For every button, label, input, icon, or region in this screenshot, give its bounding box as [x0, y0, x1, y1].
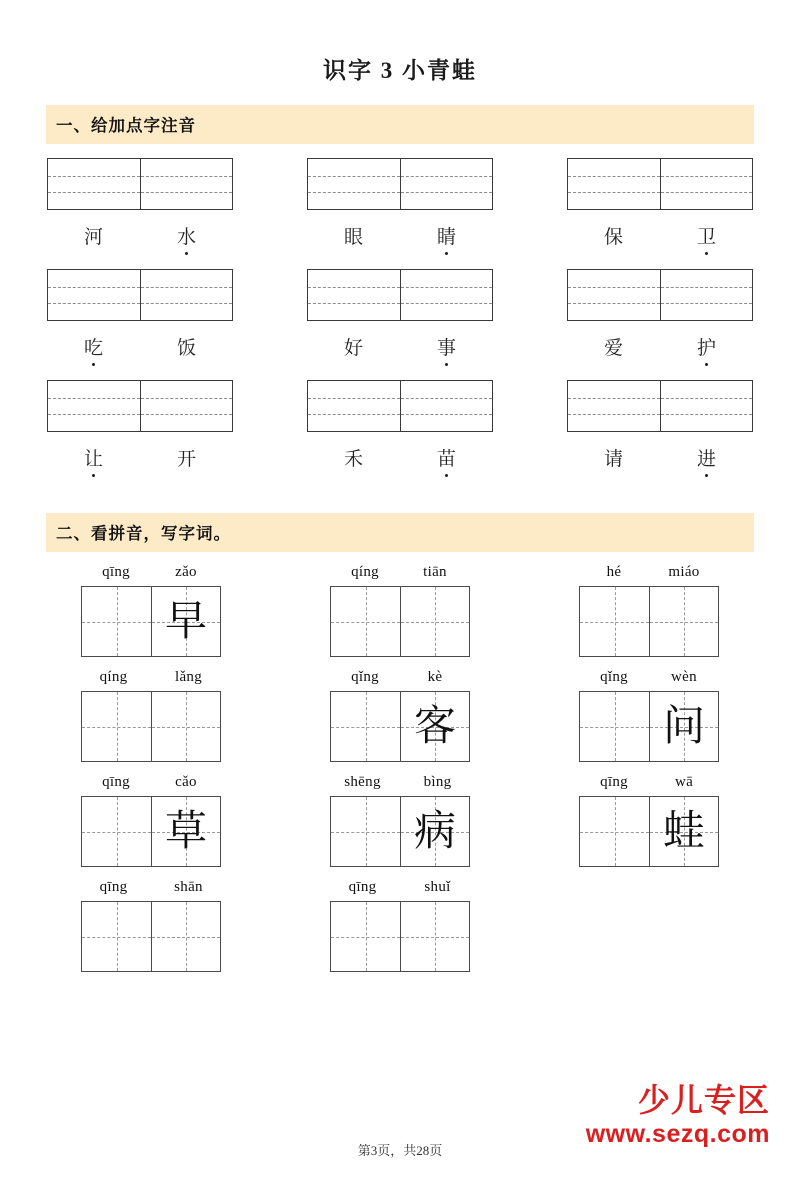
page-footer: 第3页，共28页	[357, 1143, 443, 1158]
write-word-item	[46, 564, 256, 657]
pinyin-syllable: qīng	[348, 879, 377, 895]
emphasis-dot	[705, 474, 708, 477]
word-char-dotted: 吃	[47, 333, 140, 366]
pinyin-cell[interactable]	[400, 270, 492, 320]
watermark	[586, 1084, 770, 1147]
grid-glyph: 草	[164, 808, 207, 855]
pinyin-cell[interactable]	[140, 159, 232, 209]
write-word-item-placeholder	[544, 879, 754, 972]
section-2-row	[46, 564, 754, 657]
pinyin-syllable: shēng	[344, 774, 381, 790]
word-pair	[47, 222, 233, 255]
pinyin-syllable: qīng	[600, 774, 628, 790]
grid-square[interactable]	[151, 797, 220, 866]
pinyin-cell[interactable]	[400, 159, 492, 209]
character-grid[interactable]	[81, 586, 221, 657]
grid-square[interactable]	[331, 692, 400, 761]
word-pair	[307, 333, 493, 366]
pinyin-exercise-item	[566, 380, 754, 477]
pinyin-cell[interactable]	[660, 381, 752, 431]
pinyin-syllable: bìng	[423, 774, 452, 790]
watermark-url: www.sezq.com	[585, 1120, 770, 1148]
word-char-dotted: 进	[660, 444, 753, 477]
grid-square[interactable]	[82, 692, 151, 761]
write-word-item	[295, 774, 505, 867]
emphasis-dot	[705, 363, 708, 366]
emphasis-dot	[445, 474, 448, 477]
section-2-row	[46, 879, 754, 972]
word-pair	[307, 222, 493, 255]
word-pair	[567, 333, 753, 366]
pinyin-syllable: qīng	[99, 879, 128, 895]
pinyin-cell[interactable]	[660, 270, 752, 320]
write-word-item	[295, 669, 505, 762]
section-2-row	[46, 774, 754, 867]
pinyin-cell[interactable]	[660, 159, 752, 209]
pinyin-hint	[579, 669, 719, 686]
grid-glyph: 病	[413, 808, 456, 855]
pinyin-syllable: qíng	[351, 564, 379, 580]
word-char: 保	[603, 227, 623, 248]
grid-square[interactable]	[82, 797, 151, 866]
pinyin-writing-box[interactable]	[567, 380, 753, 432]
pinyin-cell[interactable]	[568, 381, 660, 431]
grid-glyph: 早	[164, 598, 207, 645]
pinyin-cell[interactable]	[140, 270, 232, 320]
grid-square[interactable]	[649, 692, 718, 761]
character-grid[interactable]	[579, 691, 719, 762]
write-word-item	[544, 669, 754, 762]
word-char-dotted: 卫	[660, 222, 753, 255]
worksheet-page	[0, 52, 800, 1183]
pinyin-cell[interactable]	[48, 159, 140, 209]
page-title: 识字 3 小青蛙	[323, 58, 477, 83]
pinyin-writing-box[interactable]	[567, 158, 753, 210]
pinyin-cell[interactable]	[140, 381, 232, 431]
grid-glyph: 问	[662, 703, 705, 750]
pinyin-exercise-item	[46, 158, 234, 255]
pinyin-writing-box[interactable]	[307, 380, 493, 432]
pinyin-exercise-item	[566, 158, 754, 255]
pinyin-cell[interactable]	[308, 270, 400, 320]
pinyin-syllable: qīng	[102, 564, 130, 580]
emphasis-dot	[92, 363, 95, 366]
pinyin-syllable: kè	[427, 669, 443, 685]
section-2-header: 二、看拼音，写字词。	[46, 513, 754, 552]
emphasis-dot	[445, 252, 448, 255]
pinyin-writing-box[interactable]	[47, 380, 233, 432]
pinyin-exercise-item	[566, 269, 754, 366]
write-word-item	[295, 564, 505, 657]
character-grid[interactable]	[81, 901, 221, 972]
pinyin-hint	[76, 669, 226, 686]
grid-square[interactable]	[400, 797, 469, 866]
pinyin-syllable: shuǐ	[424, 879, 451, 895]
grid-square[interactable]	[82, 902, 151, 971]
character-grid[interactable]	[330, 901, 470, 972]
pinyin-cell[interactable]	[568, 270, 660, 320]
pinyin-exercise-item	[306, 158, 494, 255]
character-grid[interactable]	[81, 691, 221, 762]
grid-square[interactable]	[580, 692, 649, 761]
word-char: 饭	[176, 338, 196, 359]
grid-square[interactable]	[331, 587, 400, 656]
word-pair	[47, 333, 233, 366]
pinyin-hint	[325, 774, 475, 791]
grid-square[interactable]	[331, 797, 400, 866]
character-grid[interactable]	[81, 796, 221, 867]
pinyin-cell[interactable]	[308, 381, 400, 431]
pinyin-syllable: zǎo	[175, 564, 197, 580]
write-word-item	[295, 879, 505, 972]
word-char-dotted: 护	[660, 333, 753, 366]
pinyin-hint	[330, 669, 470, 686]
pinyin-writing-box[interactable]	[307, 269, 493, 321]
word-pair	[47, 444, 233, 477]
emphasis-dot	[445, 363, 448, 366]
pinyin-hint	[81, 774, 221, 791]
write-word-item	[46, 774, 256, 867]
section-1-row	[46, 380, 754, 477]
pinyin-writing-box[interactable]	[47, 158, 233, 210]
word-pair	[567, 222, 753, 255]
emphasis-dot	[185, 252, 188, 255]
pinyin-exercise-item	[46, 269, 234, 366]
pinyin-hint	[325, 879, 475, 896]
section-2-row	[46, 669, 754, 762]
pinyin-exercise-item	[306, 269, 494, 366]
write-word-item	[544, 774, 754, 867]
pinyin-writing-box[interactable]	[567, 269, 753, 321]
word-char-dotted: 睛	[400, 222, 493, 255]
word-char: 禾	[343, 449, 363, 470]
pinyin-hint	[579, 564, 719, 581]
character-grid[interactable]	[330, 691, 470, 762]
pinyin-syllable: qīng	[102, 774, 130, 790]
section-1-row	[46, 158, 754, 255]
pinyin-hint	[81, 564, 221, 581]
word-char-dotted: 让	[47, 444, 140, 477]
pinyin-cell[interactable]	[48, 381, 140, 431]
pinyin-cell[interactable]	[308, 159, 400, 209]
grid-glyph: 客	[413, 703, 456, 750]
section-1-row	[46, 269, 754, 366]
pinyin-cell[interactable]	[48, 270, 140, 320]
grid-square[interactable]	[649, 797, 718, 866]
pinyin-syllable: cǎo	[175, 774, 197, 790]
section-1-header: 一、给加点字注音	[46, 105, 754, 144]
pinyin-exercise-item	[46, 380, 234, 477]
watermark-brand: 少儿专区	[637, 1082, 770, 1118]
grid-square[interactable]	[151, 902, 220, 971]
character-grid[interactable]	[579, 796, 719, 867]
grid-square[interactable]	[400, 587, 469, 656]
grid-square[interactable]	[82, 587, 151, 656]
pinyin-syllable: hé	[606, 564, 622, 580]
pinyin-writing-box[interactable]	[307, 158, 493, 210]
word-char: 河	[83, 227, 103, 248]
pinyin-syllable: miáo	[668, 564, 700, 580]
word-char: 请	[603, 449, 623, 470]
pinyin-hint	[579, 774, 719, 791]
pinyin-syllable: tiān	[423, 564, 447, 580]
pinyin-syllable: qǐng	[351, 669, 379, 685]
grid-square[interactable]	[580, 797, 649, 866]
emphasis-dot	[92, 474, 95, 477]
word-char: 开	[176, 449, 196, 470]
grid-square[interactable]	[649, 587, 718, 656]
write-word-item	[46, 879, 256, 972]
pinyin-syllable: lǎng	[174, 669, 203, 685]
pinyin-cell[interactable]	[400, 381, 492, 431]
grid-square[interactable]	[331, 902, 400, 971]
word-pair	[567, 444, 753, 477]
pinyin-syllable: wā	[674, 774, 694, 790]
pinyin-syllable: qíng	[99, 669, 128, 685]
emphasis-dot	[705, 252, 708, 255]
pinyin-syllable: wèn	[671, 669, 697, 685]
word-char: 爱	[603, 338, 623, 359]
grid-glyph: 蛙	[662, 808, 705, 855]
pinyin-syllable: shān	[174, 879, 203, 895]
pinyin-exercise-item	[306, 380, 494, 477]
word-char: 好	[343, 338, 363, 359]
grid-square[interactable]	[580, 587, 649, 656]
write-word-item	[46, 669, 256, 762]
pinyin-cell[interactable]	[568, 159, 660, 209]
grid-square[interactable]	[400, 902, 469, 971]
word-char-dotted: 水	[140, 222, 233, 255]
grid-square[interactable]	[151, 692, 220, 761]
character-grid[interactable]	[330, 796, 470, 867]
word-char: 眼	[343, 227, 363, 248]
pinyin-writing-box[interactable]	[47, 269, 233, 321]
word-char-dotted: 事	[400, 333, 493, 366]
word-char-dotted: 苗	[400, 444, 493, 477]
character-grid[interactable]	[330, 586, 470, 657]
word-pair	[307, 444, 493, 477]
pinyin-syllable: qǐng	[600, 669, 628, 685]
write-word-item	[544, 564, 754, 657]
character-grid[interactable]	[579, 586, 719, 657]
pinyin-hint	[76, 879, 226, 896]
grid-square[interactable]	[400, 692, 469, 761]
grid-square[interactable]	[151, 587, 220, 656]
pinyin-hint	[330, 564, 470, 581]
